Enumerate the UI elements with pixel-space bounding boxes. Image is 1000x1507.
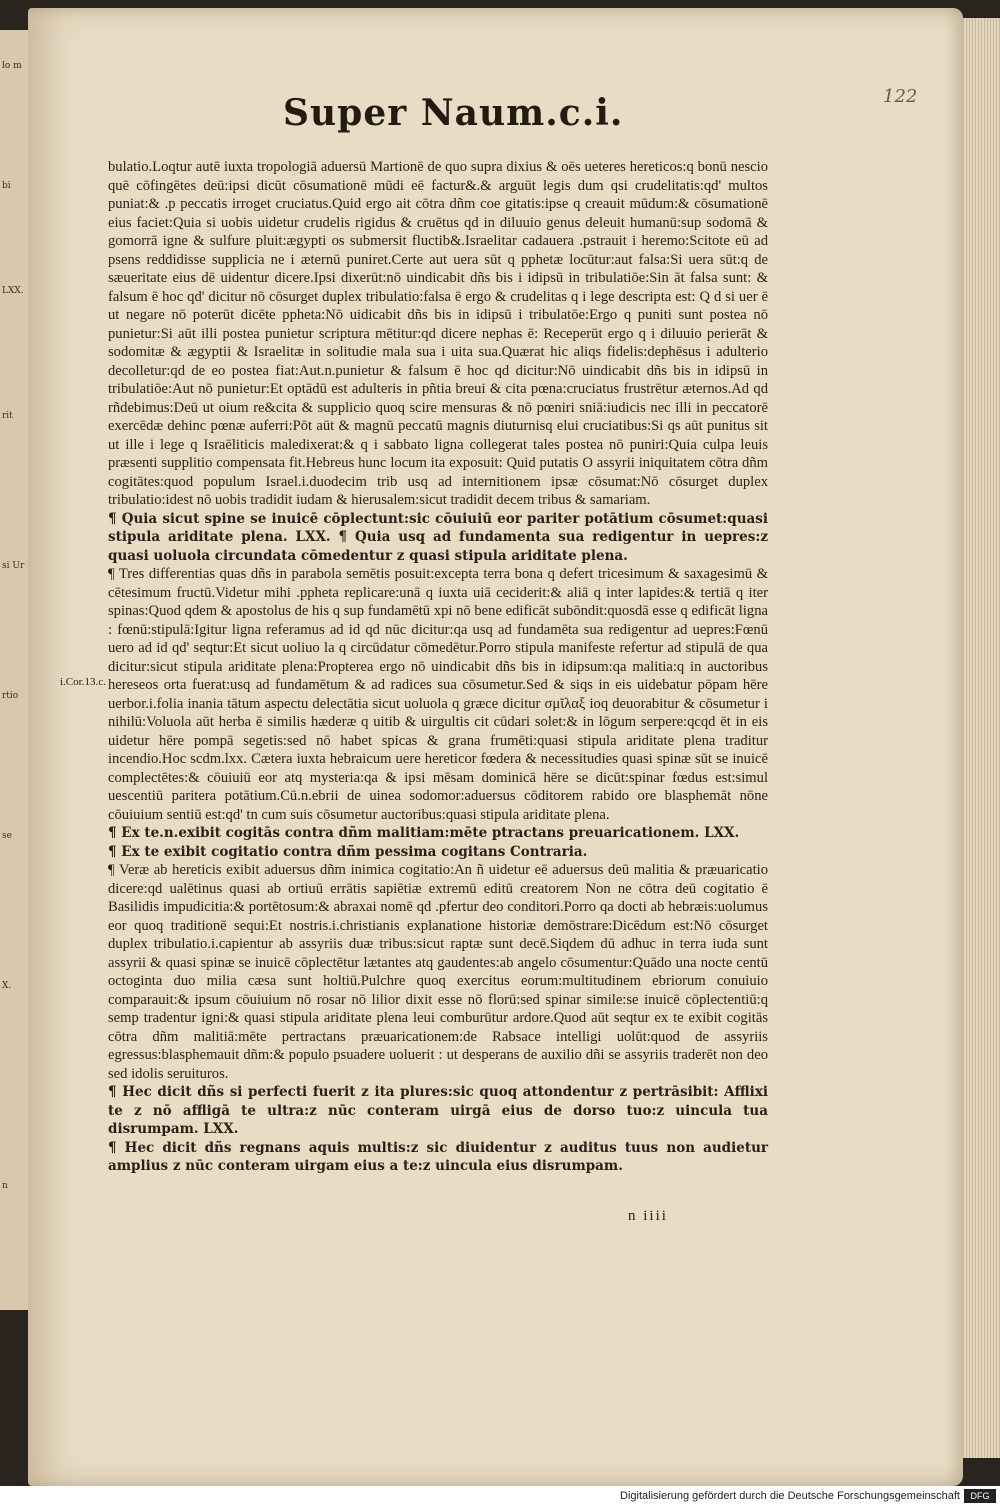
paragraph: ¶ Tres differentias quas dñs in parabola semētis posuit:excepta terra bona q defert tricesimum & saxagesimū & cētesimum fructū.Videtur mihi .ppheta replicare:unā q iuxta uiā ceciderit:& aliā q inter lapides:& tertiā q iter spinas:Quod qdem & apostolus de his q sup fundamētū xpi nō bene edificāt subōndit:quosdā esse q edificāt ligna : fœnū:stipulā:Igitur ligna referamus ad id qd nūc dicitur:qa usq ad fundamēta sua redigentur ad uepres:Fœnū uero ad id qd' seqtur:Et sicut uoliuo la q circūdatur cōmedētur.Porro stipula manifeste refertur ad stipulā de qua dicitur:sicut stipula ariditate plena:Propterea ergo nō uindicabit dñs bis in idipsum:qa malitia:q in auctoribus hereseos orta fuerat:usq ad fundamētum & ad radices sua cōsumetur.Sed & siqs in eis uidebatur pōpam hēre uerbor.i.folia inania tātum aspectu delectātia sicut uoluola q græce dicitur σμῖλαξ ioq deuorabitur & cōsumetur i nihilū:Voluola aūt herba ē similis hæderæ q uitib & uirgultis cit cūdari solet:& in lōgum serpere:qcqd ēt in eis uidetur hēre pompā segetis:sed nō habet spicas & grana frumēti:quasi stipula ariditate plena traditur incendio.Hoc scdm.lxx. Cætera iuxta hebraicum uere hereticor fœdera & necessitudies quasi spinæ sūt se inuicē complectētes:& cōuiuiū eor atq mysteria:qa & ipsi mēsam dominicā hēre se dicūt:spinar fœdus est:simul uescentiū paritera potātium.Cū.n.ebrii de uinea sodomor:aduersus cōditorem rabido ore blasphemāt nōne cōuiuium sentiū est:qd' tn cum suis cōsumetur auctoribus:quasi stipula ariditate plena. [108,566,768,823]
margin-note: i.Cor.13.c. [60,676,106,688]
digitization-footer [0,1486,1000,1507]
left-fragment: lo m [2,61,22,71]
footer-text: Digitalisierung gefördert durch die Deutsche Forschungsgemeinschaft [620,1490,960,1502]
left-fragment: se [2,831,12,841]
paragraph: ¶ Veræ ab hereticis exibit aduersus dñm inimica cogitatio:An ñ uidetur eē aduersus deū malitia & præuaricatio dicere:qd ualētinus quasi ab ortiuū errātis sapiētiæ extremū editū creatorem Non ne cōtra deū cogitatio ē Basilidis impudicitia:& portētosum:& abraxai nomē qd .pfertur deo conditori.Porro qa docti ab hebræis:uolumus eor quoq traditionē sequi:Et nostris.i.christianis explanatione historiæ demōstrare:Dicēdum est:Nō cōsurget duplex tribulatio.i.capientur ab assyriis duæ tribus:sicut raptæ sunt decē.Siqdem dū adhuc in terra iuda sunt assyrii & quasi spinæ se inuicē cōplectētur lætantes atq gaudentes:ab angelo cōsumentur:Quādo una nocte centū octoginta duo milia cæsa sunt holtiū.Pulchre quoq exercitus eorum:multitudinem ebriorum conuiuio comparauit:& ipsum cōuiuium nō rosar nō lilior dixit esse nō florū:sed spinar simile:se inuicē cōplectentiū:q semp tradentur igni:& quasi stipula ariditate plena leui comburūtur ardore.Quod aūt seqtur ex te exibit cogitās cōtra dñm malitiā:mēte pertractans præuaricationem:de Rabsace intelligi uolūt:quod de assyriis egressus:blasphemauit dñm:& populo psuadere uoluerit : ut desperans de auxilio dñi se assyriis traderēt non deo sed idolis seruituros. [108,862,768,1082]
folio-number: 122 [883,86,918,107]
signature-mark: n iiii [628,1208,668,1224]
lemma-paragraph: ¶ Ex te exibit cogitatio contra dñm pessima cogitans Contraria. [108,843,588,860]
lemma-paragraph: ¶ Hec dicit dñs si perfecti fuerit z ita plures:sic quoq attondentur z pertrāsibit: Afflixi te z nō affligā te ultra:z nūc conteram uirgā eius de dorso tuo:z uincula tua disrumpam. LXX. [108,1084,768,1137]
page-stack-edge [963,18,1000,1458]
running-header: Super Naum.c.i. [283,92,624,134]
left-fragment: rit [2,411,13,421]
left-fragment: si Ur [2,561,25,571]
lemma-paragraph: ¶ Ex te.n.exibit cogitās contra dñm malitiam:mēte ptractans preuaricationem. LXX. [108,825,740,841]
left-fragment: rtio [2,691,19,701]
lemma-paragraph: ¶ Quia sicut spine se inuicē cōplectunt:sic cōuiuiū eor pariter potātium cōsumet:quasi stipula ariditate plena. LXX. ¶ Quia usq ad fundamenta sua redigentur in uepres:z quasi uoluola circundata cōmedentur z quasi stipula ariditate plena. [108,510,768,564]
left-fragment: n [2,1181,8,1191]
left-fragment: bi [2,181,11,191]
lemma-paragraph: ¶ Hec dicit dñs regnans aquis multis:z sic diuidentur z auditus tuus non audietur amplius z nūc conteram uirgam eius a te:z uincula eius disrumpam. [108,1139,768,1174]
text-column [108,158,768,1176]
left-fragment: LXX. [2,286,24,296]
left-page-edge [0,30,28,1310]
paragraph: bulatio.Loqtur autē iuxta tropologiā aduersū Martionē de quo supra dixius & oēs ueteres hereticos:q bonū nescio quē cōfingētes deū:ipsi dicūt cōsumationē mūdi eē factur&.& arguūt legis dum qsi crudelitatis:qd' multos puniat:& .p peccatis irroget cruciatus.Quid ergo ait cōtra dñm coe gitatis:ipse q creauit mūdum:& cōsumationē eius faciet:Quia si uobis uidetur crudelis rigidus & cruētus qd in diluuio genus deleuit humanū:sup sodomā & gomorrā igne & sulfure pluit:ægypti os submersit fluctib&.Israelitar cadauera .pstrauit i heremo:Scitote eū ad psens reddidisse supplicia ne i æternū puniret.Certe aut uera sūt q pphetæ locūtur:aut falsa:Si uera sūt:q de sæueritate eius dē uidentur dicere.Ipsi dixerūt:nō uindicabit dñs bis i idipsū in tribulatiōe:Sin āt falsa sunt: & falsum ē hoc qd' dicitur nō cōsurget duplex tribulatio:falsa ē ergo & crudelitas q i lege descripta est: Q d si uer ē ut negare nō poterūt dicēte ppheta:Nō uidicabit dñs bis in idipsū i tribulatōe:Ergo q puniti sunt postea nō punietur:Si aūt illi postea punietur scriptura mētitur:qd dicere nephas ē: Receperūt ergo q i diluuio perierāt & sodomitæ & ægyptii & Israelitæ in solitudie mala sua i uita sua.Quærat hic aliqs fidelis:dephēsus i adulterio decolletur:qd de eo postea fiat:Aut.n.punietur & falsum ē hoc qd dicitur:Nō uindicabit dñs bis in idipsū in tribulatiōe:Aut nō punietur:Et optādū est adulteris in pñtia breui & cita pœna:cruciatus frustrētur æternos.Ad qd rñdebimus:Deū ut oium re&cita & supplicio quoq scire mensuras & nō pœniri sniā:iudicis nec illi in peccatorē exercēdæ dehinc pœnæ auferri:Pōt aūt & magnū peccatū magnis diuturnisq elui cruciatibus:Si qs aūt punitus sit ut ille i lege q Israēliticis maledixerat:& q i sabbato ligna collegerat tales postea nō puniri:Quia culpa leuis præsenti supplitio compensata fit.Hebreus hunc locum ita exposuit: Quid putatis O assyrii iniquitatem cōtra dñm cogitātes:quod populum Israel.i.duodecim trib usq ad internitionem ipsæ cōsumat:Nō cōsurget duplex tribulatio:idest nō uobis tradidit iudam & hierusalem:sicut tradidit decem tribus & samariam. [108,159,768,508]
dfg-logo: DFG [964,1489,996,1503]
left-fragment: X. [2,981,12,991]
